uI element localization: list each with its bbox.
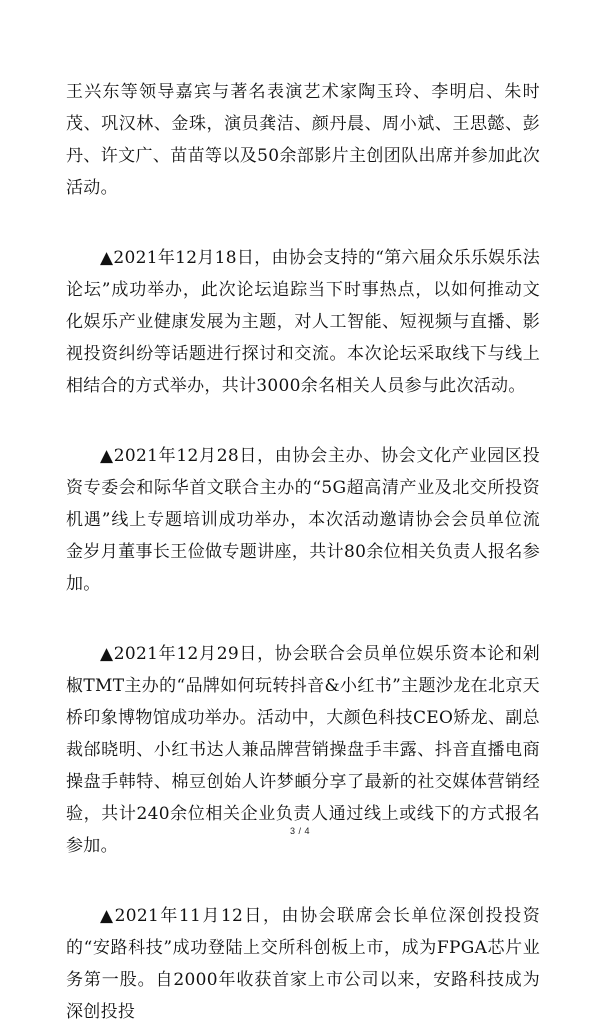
paragraph-spacer <box>66 402 540 440</box>
page-number: 3 / 4 <box>289 826 310 836</box>
paragraph-spacer <box>66 862 540 900</box>
paragraph-entertainment-law-forum: ▲2021年12月18日，由协会支持的“第六届众乐乐娱乐法论坛”成功举办，此次论坛追踪当下时事热点，以如何推动文化娱乐产业健康发展为主题，对人工智能、短视频与直播、影视投资纠纷等话题进行探讨和交流。本次论坛采取线下与线上相结合的方式举办，共计3000余名相关人员参与此次活动。 <box>66 248 540 396</box>
paragraph-event-attendees: 王兴东等领导嘉宾与著名表演艺术家陶玉玲、李明启、朱时茂、巩汉林、金珠，演员龚洁、颜丹晨、周小斌、王思懿、彭丹、许文广、苗苗等以及50余部影片主创团队出席并参加此次活动。 <box>66 82 540 198</box>
paragraph-spacer <box>66 600 540 638</box>
paragraph-5g-training: ▲2021年12月28日，由协会主办、协会文化产业园区投资专委会和际华首文联合主办的“5G超高清产业及北交所投资机遇”线上专题培训成功举办，本次活动邀请协会会员单位流金岁月董事长王俭做专题讲座，共计80余位相关负责人报名参加。 <box>66 446 540 594</box>
paragraph-brand-salon: ▲2021年12月29日，协会联合会员单位娱乐资本论和剁椒TMT主办的“品牌如何玩转抖音&小红书”主题沙龙在北京天桥印象博物馆成功举办。活动中，大颜色科技CEO矫龙、副总裁邰晓明、小红书达人兼品牌营销操盘手丰露、抖音直播电商操盘手韩特、棉豆创始人许梦頔分享了最新的社交媒体营销经验，共计240余位相关企业负责人通过线上或线下的方式报名参加。 <box>66 644 540 856</box>
paragraph-anlu-ipo: ▲2021年11月12日，由协会联席会长单位深创投投资的“安路科技”成功登陆上交所科创板上市，成为FPGA芯片业务第一股。自2000年收获首家上市公司以来，安路科技成为深创投投 <box>66 906 540 1022</box>
paragraph-spacer <box>66 204 540 242</box>
document-body <box>66 76 540 1028</box>
